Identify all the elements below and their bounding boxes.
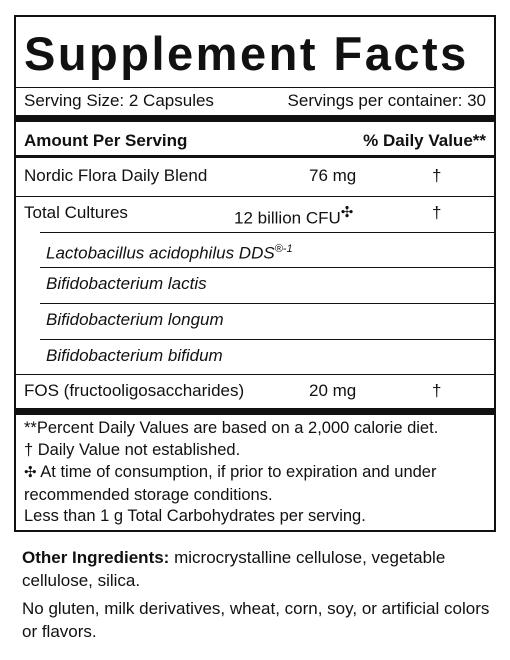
title-divider bbox=[16, 87, 494, 88]
servings-per-container: Servings per container: 30 bbox=[287, 91, 486, 110]
row-divider bbox=[16, 374, 494, 375]
row-divider bbox=[40, 303, 494, 304]
nutrient-daily-value: † bbox=[432, 203, 442, 222]
allergen-statement: No gluten, milk derivatives, wheat, corn, soy, or artificial colors or flavors. bbox=[22, 599, 490, 641]
row-divider bbox=[40, 339, 494, 340]
footnote-divider bbox=[16, 408, 494, 415]
row-divider bbox=[40, 232, 494, 233]
row-divider bbox=[16, 196, 494, 197]
panel-title: Supplement Facts bbox=[24, 27, 469, 80]
amount-per-serving-header: Amount Per Serving bbox=[24, 131, 188, 150]
row-divider bbox=[40, 267, 494, 268]
strain-name: Lactobacillus acidophilus $DDS^{®-1}$ bbox=[46, 243, 293, 263]
header-divider bbox=[16, 155, 494, 158]
nutrient-name: FOS (fructooligosaccharides) bbox=[24, 381, 245, 400]
serving-divider bbox=[16, 115, 494, 122]
nutrient-daily-value: † bbox=[432, 381, 442, 400]
nutrient-amount: 76 mg bbox=[309, 166, 357, 185]
other-ingredients-label: Other Ingredients: bbox=[22, 548, 170, 567]
footnote-percent: **Percent Daily Values are based on a 2,000 calorie diet. bbox=[24, 419, 439, 437]
nutrient-amount: 12 billion CFU✣ bbox=[234, 204, 354, 228]
strain-name: Bifidobacterium lactis bbox=[46, 274, 207, 293]
daily-value-header: % Daily Value** bbox=[363, 131, 486, 150]
nutrient-amount: 20 mg bbox=[309, 381, 357, 400]
nutrient-name: Total Cultures bbox=[24, 203, 128, 222]
strain-mark: ®-1 bbox=[274, 243, 293, 255]
footnote-dagger: † Daily Value not established. bbox=[24, 441, 241, 459]
strain-name: Bifidobacterium longum bbox=[46, 310, 224, 329]
footnote-consumption: ✣ At time of consumption, if prior to expiration and under recommended storage conditions. bbox=[24, 463, 437, 504]
footnote-carbohydrates: Less than 1 g Total Carbohydrates per serving. bbox=[24, 507, 366, 525]
supplement-facts-panel bbox=[14, 15, 496, 532]
cfu-mark-icon: ✣ bbox=[340, 204, 354, 221]
nutrient-daily-value: † bbox=[432, 166, 442, 185]
strain-name: Bifidobacterium bifidum bbox=[46, 346, 223, 365]
nutrient-name: Nordic Flora Daily Blend bbox=[24, 166, 208, 185]
serving-size: Serving Size: 2 Capsules bbox=[24, 91, 214, 110]
cfu-mark-icon: ✣ bbox=[24, 464, 37, 481]
other-ingredients: Other Ingredients: microcrystalline cellulose, vegetable cellulose, silica. bbox=[22, 548, 446, 590]
